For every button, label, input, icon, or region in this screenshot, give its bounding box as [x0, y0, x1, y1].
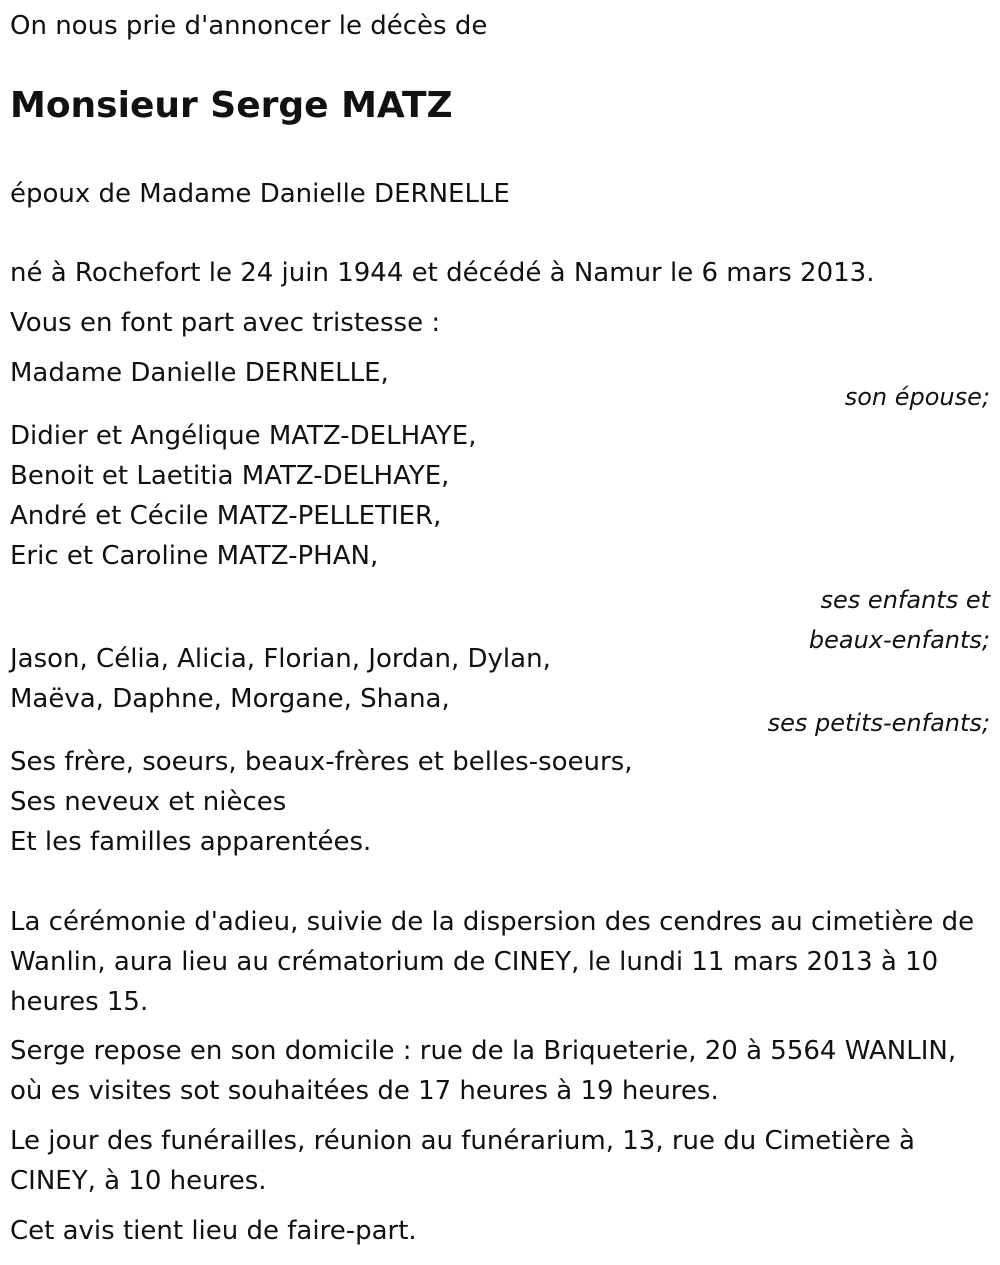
closing-line: Cet avis tient lieu de faire-part. — [10, 1216, 417, 1246]
family-others-block — [10, 742, 990, 862]
family-name-line: Jason, Célia, Alicia, Florian, Jordan, Dylan, — [10, 644, 551, 674]
family-name-line: Benoit et Laetitia MATZ-DELHAYE, — [10, 461, 450, 491]
visiting-paragraph: Serge repose en son domicile : rue de la Briqueterie, 20 à 5564 WANLIN, où es visites sot souhaitées de 17 heures à 19 heures. — [10, 1036, 957, 1106]
intro-text: On nous prie d'annoncer le décès de — [10, 11, 488, 41]
family-name-line: Madame Danielle DERNELLE, — [10, 358, 389, 388]
family-name-line: Eric et Caroline MATZ-PHAN, — [10, 541, 379, 571]
family-name-line: Ses frère, soeurs, beaux-frères et belles-soeurs, — [10, 747, 633, 777]
relation-label: beaux-enfants; — [808, 626, 990, 654]
relation-label: ses enfants et — [820, 586, 990, 614]
family-name-line: André et Cécile MATZ-PELLETIER, — [10, 501, 442, 531]
deceased-name: Monsieur Serge MATZ — [10, 85, 453, 126]
share-intro: Vous en font part avec tristesse : — [10, 308, 441, 338]
family-grandchildren-block — [10, 639, 990, 743]
family-name-line: Didier et Angélique MATZ-DELHAYE, — [10, 421, 477, 451]
relation-label: son épouse; — [844, 383, 990, 411]
birth-death-line: né à Rochefort le 24 juin 1944 et décédé à Namur le 6 mars 2013. — [10, 258, 875, 288]
family-spouse-block — [10, 353, 990, 417]
family-children-block — [10, 416, 990, 660]
family-name-line: Ses neveux et nièces — [10, 787, 287, 817]
ceremony-paragraph: La cérémonie d'adieu, suivie de la dispersion des cendres au cimetière de Wanlin, aura lieu au crématorium de CINEY, le lundi 11 mars 2013 à 10 heures 15. — [10, 907, 975, 1017]
funeral-day-paragraph: Le jour des funérailles, réunion au funérarium, 13, rue du Cimetière à CINEY, à 10 heures. — [10, 1126, 915, 1196]
family-name-line: Et les familles apparentées. — [10, 827, 372, 857]
family-name-line: Maëva, Daphne, Morgane, Shana, — [10, 684, 450, 714]
spouse-line: époux de Madame Danielle DERNELLE — [10, 179, 510, 209]
relation-label: ses petits-enfants; — [767, 709, 990, 737]
